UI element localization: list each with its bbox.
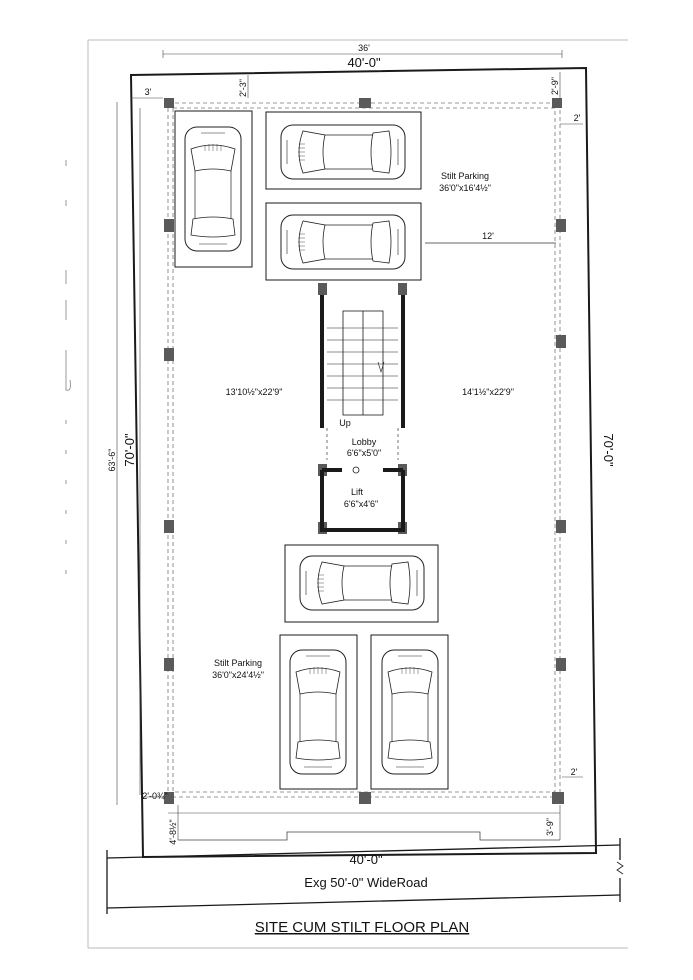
road-label: Exg 50'-0" WideRoad — [304, 875, 428, 890]
bottom-setback-lines — [143, 777, 583, 840]
left-area-size: 13'10½"x22'9" — [225, 387, 283, 397]
right-plot-depth: 70'-0" — [601, 433, 616, 467]
bottom-plot-width: 40'-0" — [349, 852, 383, 867]
left-plot-depth: 70'-0" — [122, 433, 137, 467]
parked-car-1 — [185, 127, 241, 251]
parked-car-3 — [281, 215, 405, 269]
setback-top-right: 2'-9" — [550, 77, 560, 95]
staircase — [322, 295, 403, 460]
right-area-size: 14'1½"x22'9" — [462, 387, 514, 397]
stair-up-label: Up — [339, 418, 351, 428]
stilt-parking-bottom-size: 36'0"x24'4½" — [212, 670, 264, 680]
parked-car-6 — [382, 650, 438, 774]
parked-car-2 — [281, 125, 405, 179]
lift-size: 6'6"x4'6" — [343, 499, 379, 509]
setback-bottom-left-vertical: 4'-8½" — [168, 819, 178, 845]
left-inner-depth: 63'-6" — [107, 448, 117, 472]
margin-scan-marks — [66, 160, 71, 574]
stilt-parking-bottom-name: Stilt Parking — [213, 658, 263, 668]
drawing-title: SITE CUM STILT FLOOR PLAN — [254, 919, 470, 936]
lift-name: Lift — [350, 487, 364, 497]
setback-bottom-right: 3'-9" — [545, 818, 555, 836]
top-plot-width: 40'-0" — [347, 55, 381, 70]
parked-car-5 — [290, 650, 346, 774]
drive-width-label: 12' — [482, 231, 494, 241]
setback-right-top: 2' — [573, 113, 581, 123]
setback-bottom-left: 2'-0¾" — [142, 791, 168, 801]
setback-right-bottom: 2' — [570, 767, 578, 777]
top-overall-dimension: 36' — [358, 43, 370, 53]
stilt-parking-top-name: Stilt Parking — [440, 171, 490, 181]
lobby-size: 6'6"x5'0" — [346, 448, 382, 458]
setback-top-left: 3' — [144, 87, 152, 97]
setback-top-mid: 2'-3" — [238, 79, 248, 97]
entrance-gate — [178, 832, 560, 840]
parked-car-4 — [300, 556, 424, 610]
lobby-name: Lobby — [351, 437, 377, 447]
stilt-parking-top-size: 36'0"x16'4½" — [439, 183, 491, 193]
